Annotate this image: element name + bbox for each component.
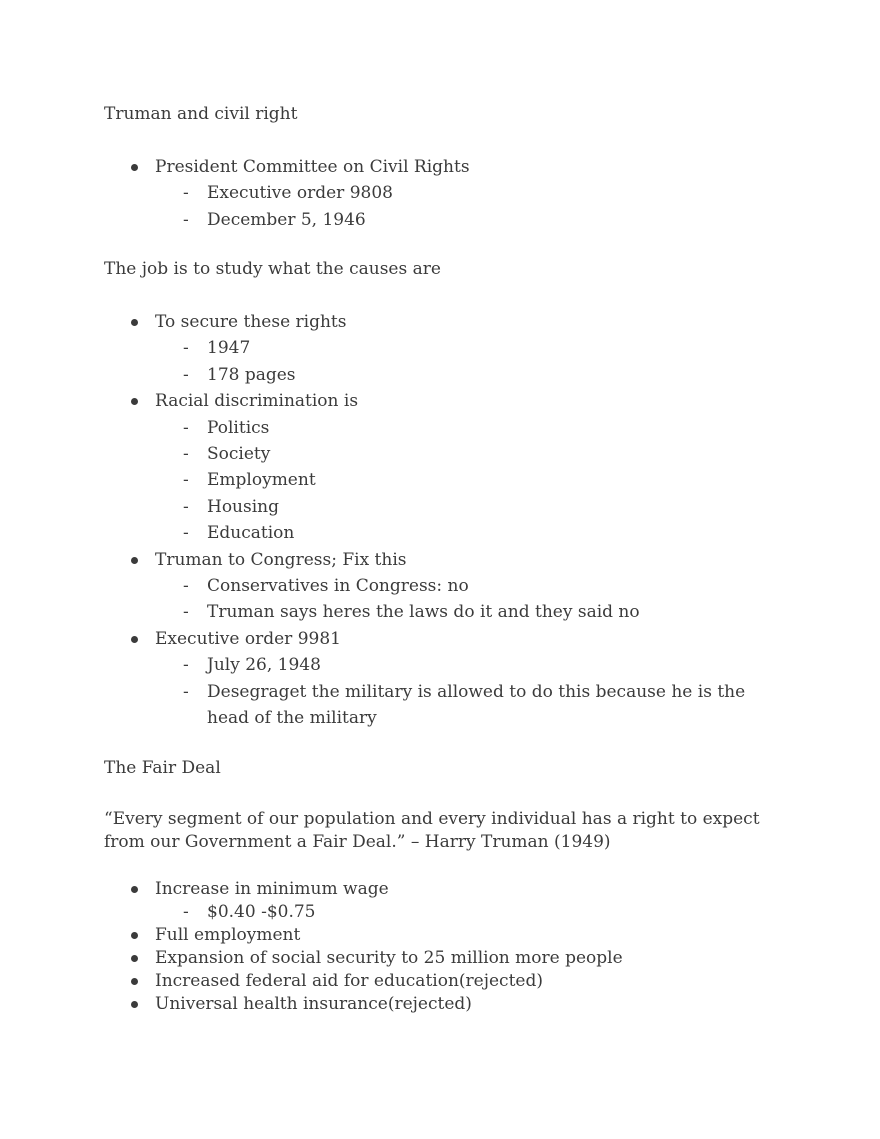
- list-subitem: - Politics: [155, 415, 767, 441]
- list-item-label: Racial discrimination is: [155, 391, 359, 412]
- list-item-health-insurance: Universal health insurance(rejected): [0, 993, 880, 1016]
- list-item-education-aid: Increased federal aid for education(rejected): [0, 970, 880, 993]
- list-subitem: - Housing: [155, 494, 767, 520]
- committee-details: [155, 180, 880, 233]
- list-item-label: Executive order 9981: [155, 628, 341, 649]
- list-subitem: - Truman says heres the laws do it and they said no: [155, 599, 767, 625]
- list-item-label: To secure these rights: [155, 312, 347, 332]
- list-subitem: - Conservatives in Congress: no: [155, 573, 767, 599]
- list-subitem: - Executive order 9808: [155, 180, 767, 206]
- sub-list: [155, 573, 880, 626]
- list-subitem: - December 5, 1946: [155, 207, 767, 233]
- job-text: The job is to study what the causes are: [104, 259, 441, 279]
- list-item-social-security: Expansion of social security to 25 million more people: [0, 947, 880, 970]
- committee-list: [0, 154, 880, 233]
- list-item-racial-discrimination: [0, 388, 880, 546]
- fair-deal-list: [0, 878, 880, 1016]
- list-item-label: Increase in minimum wage: [155, 879, 389, 899]
- committee-label: President Committee on Civil Rights: [155, 157, 470, 177]
- list-item-secure-rights: [0, 309, 880, 388]
- fair-deal-heading: The Fair Deal: [104, 758, 221, 778]
- sub-list: [155, 652, 880, 731]
- list-subitem: - $0.40 -$0.75: [155, 901, 767, 924]
- doc-title: Truman and civil right: [104, 104, 298, 124]
- list-item-full-employment: Full employment: [0, 924, 880, 947]
- sub-list: [155, 335, 880, 388]
- list-item-executive-order-9981: [0, 626, 880, 732]
- list-item-minimum-wage: [0, 878, 880, 924]
- list-subitem: - Society: [155, 441, 767, 467]
- sub-list: [155, 901, 880, 924]
- list-subitem: - 1947: [155, 335, 767, 361]
- list-subitem: - July 26, 1948: [155, 652, 767, 678]
- list-subitem: - 178 pages: [155, 362, 767, 388]
- list-item-truman-congress: [0, 547, 880, 626]
- list-subitem: - Desegraget the military is allowed to do this because he is the head of the military: [155, 679, 767, 732]
- civil-rights-list: [0, 309, 880, 732]
- list-item-committee: [0, 154, 880, 233]
- list-subitem: - Education: [155, 520, 767, 546]
- list-subitem: - Employment: [155, 467, 767, 493]
- truman-quote: “Every segment of our population and every individual has a right to expect from our Government a Fair Deal.” – Harry Truman (1949): [104, 809, 760, 852]
- list-item-label: Truman to Congress; Fix this: [155, 549, 407, 570]
- sub-list: [155, 415, 880, 547]
